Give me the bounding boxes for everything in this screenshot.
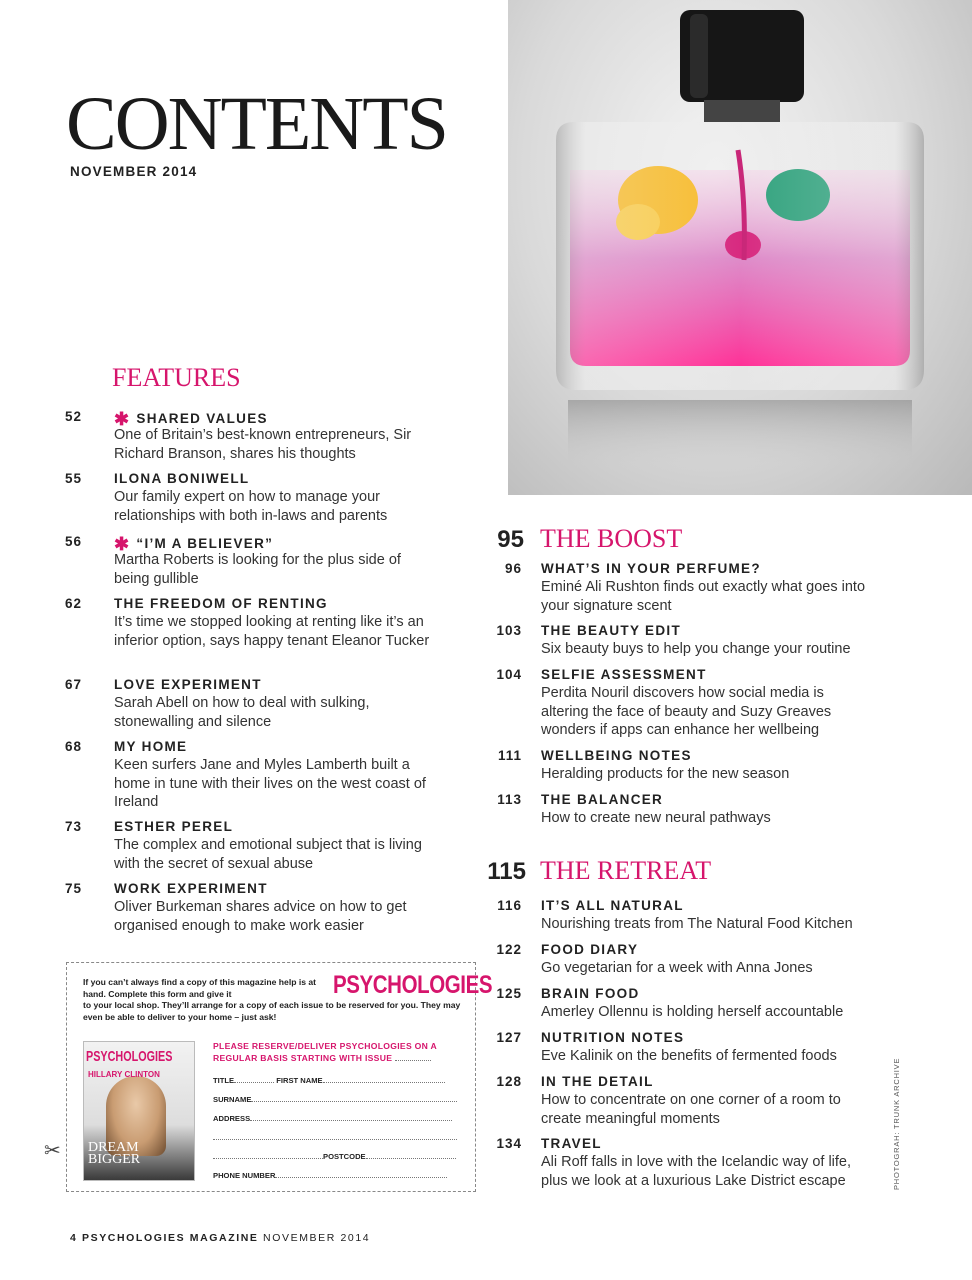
entry-description: Keen surfers Jane and Myles Lamberth built a home in tune with their lives on the west coast of Ireland	[114, 757, 426, 810]
entry-title: THE BEAUTY EDIT	[541, 623, 682, 638]
cover-headline: DREAM BIGGER	[88, 1140, 141, 1167]
entry-description: Go vegetarian for a week with Anna Jones	[541, 960, 813, 976]
photo-credit: PHOTOGRAH: TRUNK ARCHIVE	[892, 1057, 901, 1190]
entry-description: Six beauty buys to help you change your routine	[541, 641, 851, 657]
entry-title: WELLBEING NOTES	[541, 748, 692, 763]
retreat-heading: THE RETREAT	[540, 856, 712, 885]
entry-page-number: 62	[64, 596, 82, 611]
reservation-form	[66, 962, 493, 1192]
address-line-2[interactable]	[213, 1132, 457, 1142]
entry-page-number: 113	[497, 792, 522, 807]
entry-description: The complex and emotional subject that is living with the secret of sexual abuse	[114, 837, 422, 872]
entry-page-number: 73	[64, 819, 82, 834]
entry-description: Eve Kalinik on the benefits of fermented foods	[541, 1048, 837, 1064]
boost-heading: THE BOOST	[540, 524, 683, 553]
entry-page-number: 125	[496, 986, 522, 1001]
entry-title: ESTHER PEREL	[114, 819, 234, 834]
bottle-neck	[704, 100, 780, 122]
footer-page-number: 4	[70, 1232, 78, 1244]
entry-title: NUTRITION NOTES	[541, 1030, 685, 1045]
entry-page-number: 111	[497, 748, 522, 763]
entry-title: ✱ “I’M A BELIEVER”	[114, 534, 274, 554]
magazine-cover	[83, 1041, 195, 1181]
entry-title: MY HOME	[114, 739, 188, 754]
footer-brand: PSYCHOLOGIES MAGAZINE	[81, 1232, 259, 1244]
entry-page-number: 128	[496, 1074, 522, 1089]
perfume-bottle-illustration	[508, 0, 972, 495]
footer-issue: NOVEMBER 2014	[263, 1232, 371, 1244]
boost-page-number: 95	[497, 526, 524, 553]
issue-date: NOVEMBER 2014	[70, 164, 198, 179]
entry-title: FOOD DIARY	[541, 942, 639, 957]
form-intro: If you can’t always find a copy of this magazine help is at hand. Complete this form and give it	[83, 977, 317, 999]
entry-title: BRAIN FOOD	[541, 986, 640, 1001]
cover-name: HILLARY CLINTON	[88, 1070, 160, 1079]
entry-page-number: 127	[496, 1030, 522, 1045]
entry-page-number: 68	[64, 739, 82, 754]
perfume-photo	[508, 0, 972, 495]
entry-page-number: 103	[496, 623, 522, 638]
address-field[interactable]: ADDRESS	[213, 1113, 452, 1123]
entry-page-number: 67	[64, 677, 82, 692]
star-icon: ✱	[114, 409, 131, 429]
entry-description: Amerley Ollennu is holding herself accountable	[541, 1004, 844, 1020]
entry-page-number: 75	[64, 881, 82, 896]
entry-description: Oliver Burkeman shares advice on how to get organised enough to make work easier	[114, 899, 407, 934]
entry-page-number: 56	[64, 534, 82, 549]
form-brand-logo: PSYCHOLOGIES	[333, 971, 493, 999]
entry-page-number: 104	[496, 667, 522, 682]
title-field[interactable]: TITLE FIRST NAME	[213, 1075, 445, 1085]
entry-description: Our family expert on how to manage your relationships with both in-laws and parents	[114, 489, 388, 524]
entry-title: THE BALANCER	[541, 792, 664, 807]
entry-title: ILONA BONIWELL	[114, 471, 250, 486]
form-intro-continued: to your local shop. They’ll arrange for a copy of each issue to be reserved for you. They may even be able to deliver to your home – just ask!	[83, 1000, 461, 1022]
entry-title: LOVE EXPERIMENT	[114, 677, 262, 692]
entry-description: Heralding products for the new season	[541, 766, 790, 782]
entry-description: Eminé Ali Rushton finds out exactly what goes into your signature scent	[541, 579, 866, 614]
scissors-icon: ✂	[44, 1140, 61, 1162]
entry-description: It’s time we stopped looking at renting like it’s an inferior option, says happy tenant Eleanor Tucker	[114, 614, 430, 649]
entry-description: How to concentrate on one corner of a room to create meaningful moments	[541, 1092, 841, 1127]
phone-field[interactable]: PHONE NUMBER	[213, 1170, 447, 1180]
entry-title: IT’S ALL NATURAL	[541, 898, 684, 913]
entry-description: Perdita Nouril discovers how social media is altering the face of beauty and Suzy Greaves wonders if apps can enhance her wellbeing	[541, 685, 832, 738]
entry-description: Sarah Abell on how to deal with sulking, stonewalling and silence	[114, 695, 370, 730]
entry-page-number: 96	[504, 561, 522, 576]
entry-title: SELFIE ASSESSMENT	[541, 667, 707, 682]
entry-title: IN THE DETAIL	[541, 1074, 654, 1089]
entry-description: Ali Roff falls in love with the Icelandic way of life, plus we look at a luxurious Lake District escape	[541, 1154, 852, 1189]
page-footer	[70, 1232, 370, 1244]
cover-brand: PSYCHOLOGIES	[86, 1048, 173, 1065]
surname-field[interactable]: SURNAME	[213, 1094, 457, 1104]
form-reserve-text: PLEASE RESERVE/DELIVER PSYCHOLOGIES ON A REGULAR BASIS STARTING WITH ISSUE	[213, 1041, 437, 1063]
entry-title: TRAVEL	[541, 1136, 602, 1151]
entry-title: WORK EXPERIMENT	[114, 881, 268, 896]
entry-title: THE FREEDOM OF RENTING	[114, 596, 328, 611]
postcode-field[interactable]: POSTCODE	[213, 1151, 456, 1161]
entry-page-number: 52	[64, 409, 82, 424]
features-heading: FEATURES	[112, 363, 241, 392]
entry-description: Nourishing treats from The Natural Food Kitchen	[541, 916, 853, 932]
star-icon: ✱	[114, 534, 131, 554]
entry-page-number: 122	[496, 942, 522, 957]
entry-title: WHAT’S IN YOUR PERFUME?	[541, 561, 761, 576]
entry-page-number: 116	[497, 898, 522, 913]
entry-description: How to create new neural pathways	[541, 810, 771, 826]
entry-description: One of Britain’s best-known entrepreneurs, Sir Richard Branson, shares his thoughts	[114, 427, 412, 462]
entry-page-number: 55	[64, 471, 82, 486]
page-title: CONTENTS	[66, 82, 447, 166]
entry-description: Martha Roberts is looking for the plus side of being gullible	[114, 552, 401, 587]
bottle-reflection	[568, 400, 912, 470]
retreat-page-number: 115	[487, 858, 526, 885]
entry-title: ✱ SHARED VALUES	[114, 409, 268, 429]
entry-page-number: 134	[496, 1136, 522, 1151]
